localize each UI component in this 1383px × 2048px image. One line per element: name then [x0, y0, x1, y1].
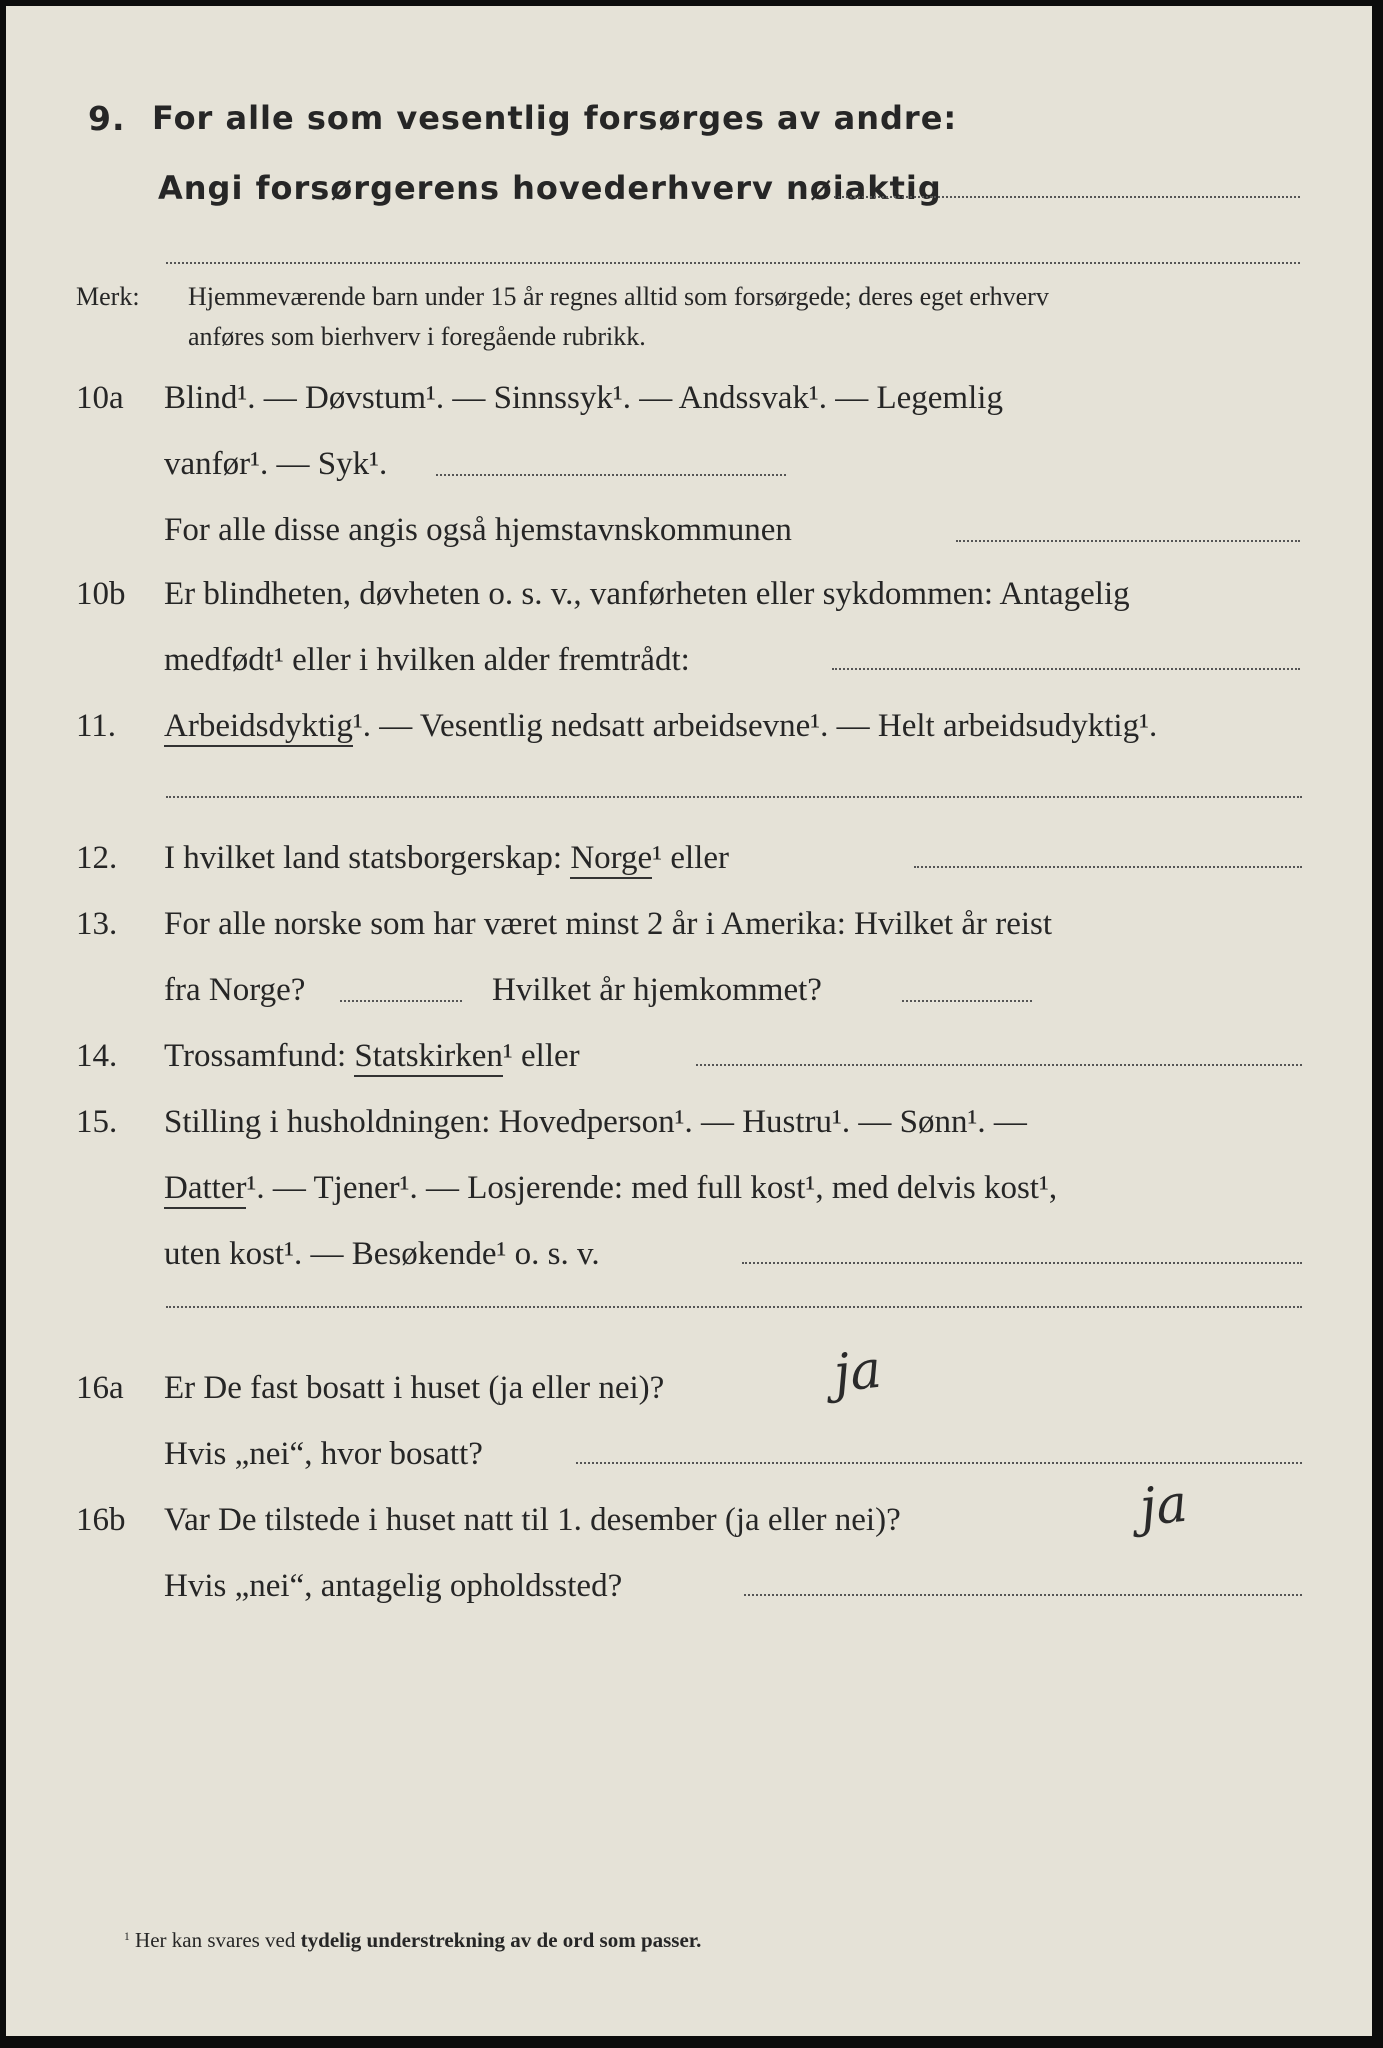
footnote-mark: 1: [124, 1931, 130, 1944]
q16a-number: 16a: [76, 1370, 124, 1406]
footnote: [124, 1930, 701, 1951]
q10a-kommune-line: [956, 540, 1300, 542]
q16b-handwritten-answer: ja: [1136, 1473, 1191, 1539]
q15-answer-line-2: [166, 1306, 1302, 1308]
q10a-line3: For alle disse angis også hjemstavnskommunen: [164, 512, 792, 548]
q11-underlined-option: Arbeidsdyktig: [164, 708, 353, 747]
q11-line: [164, 710, 1157, 743]
q15-answer-line-1: [742, 1262, 1302, 1264]
q12-answer-line: [914, 866, 1302, 868]
q12-underlined-option: Norge: [570, 840, 652, 879]
q14-underlined-option: Statskirken: [354, 1038, 502, 1077]
q16b-number: 16b: [76, 1502, 126, 1538]
q10b-answer-line: [832, 668, 1300, 670]
census-form-page: [6, 6, 1372, 2036]
q14-pre: Trossamfund:: [164, 1038, 347, 1074]
q9-number: 9.: [88, 99, 126, 138]
q14-line: [164, 1040, 580, 1073]
q13-number: 13.: [76, 906, 118, 942]
q9-answer-line-1: [834, 196, 1300, 198]
q9-answer-line-2: [166, 262, 1300, 264]
q10b-number: 10b: [76, 576, 126, 612]
q15-line3: uten kost¹. — Besøkende¹ o. s. v.: [164, 1236, 600, 1272]
q16a-answer-line: [576, 1462, 1302, 1464]
q12-number: 12.: [76, 840, 118, 876]
q14-post: ¹ eller: [502, 1038, 580, 1074]
q15-number: 15.: [76, 1104, 118, 1140]
q16a-line2: Hvis „nei“, hvor bosatt?: [164, 1436, 483, 1472]
note-line1: Hjemmeværende barn under 15 år regnes alltid som forsørgede; deres eget erhverv: [188, 282, 1049, 311]
q10a-number: 10a: [76, 380, 124, 416]
note-line2: anføres som bierhverv i foregående rubrikk.: [188, 322, 646, 351]
q10b-line2: medfødt¹ eller i hvilken alder fremtrådt:: [164, 642, 690, 678]
q13-line2a: fra Norge?: [164, 972, 306, 1008]
q15-underlined-option: Datter: [164, 1170, 246, 1209]
q16a-handwritten-answer: ja: [830, 1339, 885, 1405]
q14-number: 14.: [76, 1038, 118, 1074]
q14-answer-line: [696, 1064, 1302, 1066]
q9-line2: Angi forsørgerens hovederhverv nøiaktig: [158, 169, 942, 207]
q11-number: 11.: [76, 708, 117, 744]
q10a-syk-line: [436, 474, 786, 476]
q15-line1: Stilling i husholdningen: Hovedperson¹. — Hustru¹. — Sønn¹. —: [164, 1104, 1027, 1140]
q11-answer-line: [166, 796, 1302, 798]
q11-rest: ¹. — Vesentlig nedsatt arbeidsevne¹. — Helt arbeidsudyktig¹.: [352, 708, 1158, 744]
q13-reist-line: [340, 1000, 462, 1002]
q16a-line1: Er De fast bosatt i huset (ja eller nei)?: [164, 1370, 665, 1406]
q15-line2-rest: ¹. — Tjener¹. — Losjerende: med full kost¹, med delvis kost¹,: [246, 1170, 1058, 1206]
q10b-line1: Er blindheten, døvheten o. s. v., vanførheten eller sykdommen: Antagelig: [164, 576, 1130, 612]
q10a-line2: vanfør¹. — Syk¹.: [164, 446, 388, 482]
q13-hjemkommet-line: [902, 1000, 1032, 1002]
q10a-line1: Blind¹. — Døvstum¹. — Sinnssyk¹. — Andssvak¹. — Legemlig: [164, 380, 1003, 416]
q12-post: ¹ eller: [652, 840, 729, 876]
q16b-line2: Hvis „nei“, antagelig opholdssted?: [164, 1568, 623, 1604]
q12-line: [164, 842, 729, 875]
note-label: Merk:: [76, 282, 140, 311]
q13-line1: For alle norske som har været minst 2 år i Amerika: Hvilket år reist: [164, 906, 1053, 942]
q9-line1: For alle som vesentlig forsørges av andre:: [152, 99, 958, 137]
q13-line2b: Hvilket år hjemkommet?: [492, 972, 822, 1008]
q16b-answer-line: [744, 1594, 1302, 1596]
q15-line2: [164, 1172, 1057, 1205]
footnote-bold: tydelig understrekning av de ord som passer.: [300, 1928, 702, 1952]
q12-pre: I hvilket land statsborgerskap:: [164, 840, 563, 876]
footnote-pre: Her kan svares ved: [135, 1928, 296, 1952]
q16b-line1: Var De tilstede i huset natt til 1. desember (ja eller nei)?: [164, 1502, 901, 1538]
